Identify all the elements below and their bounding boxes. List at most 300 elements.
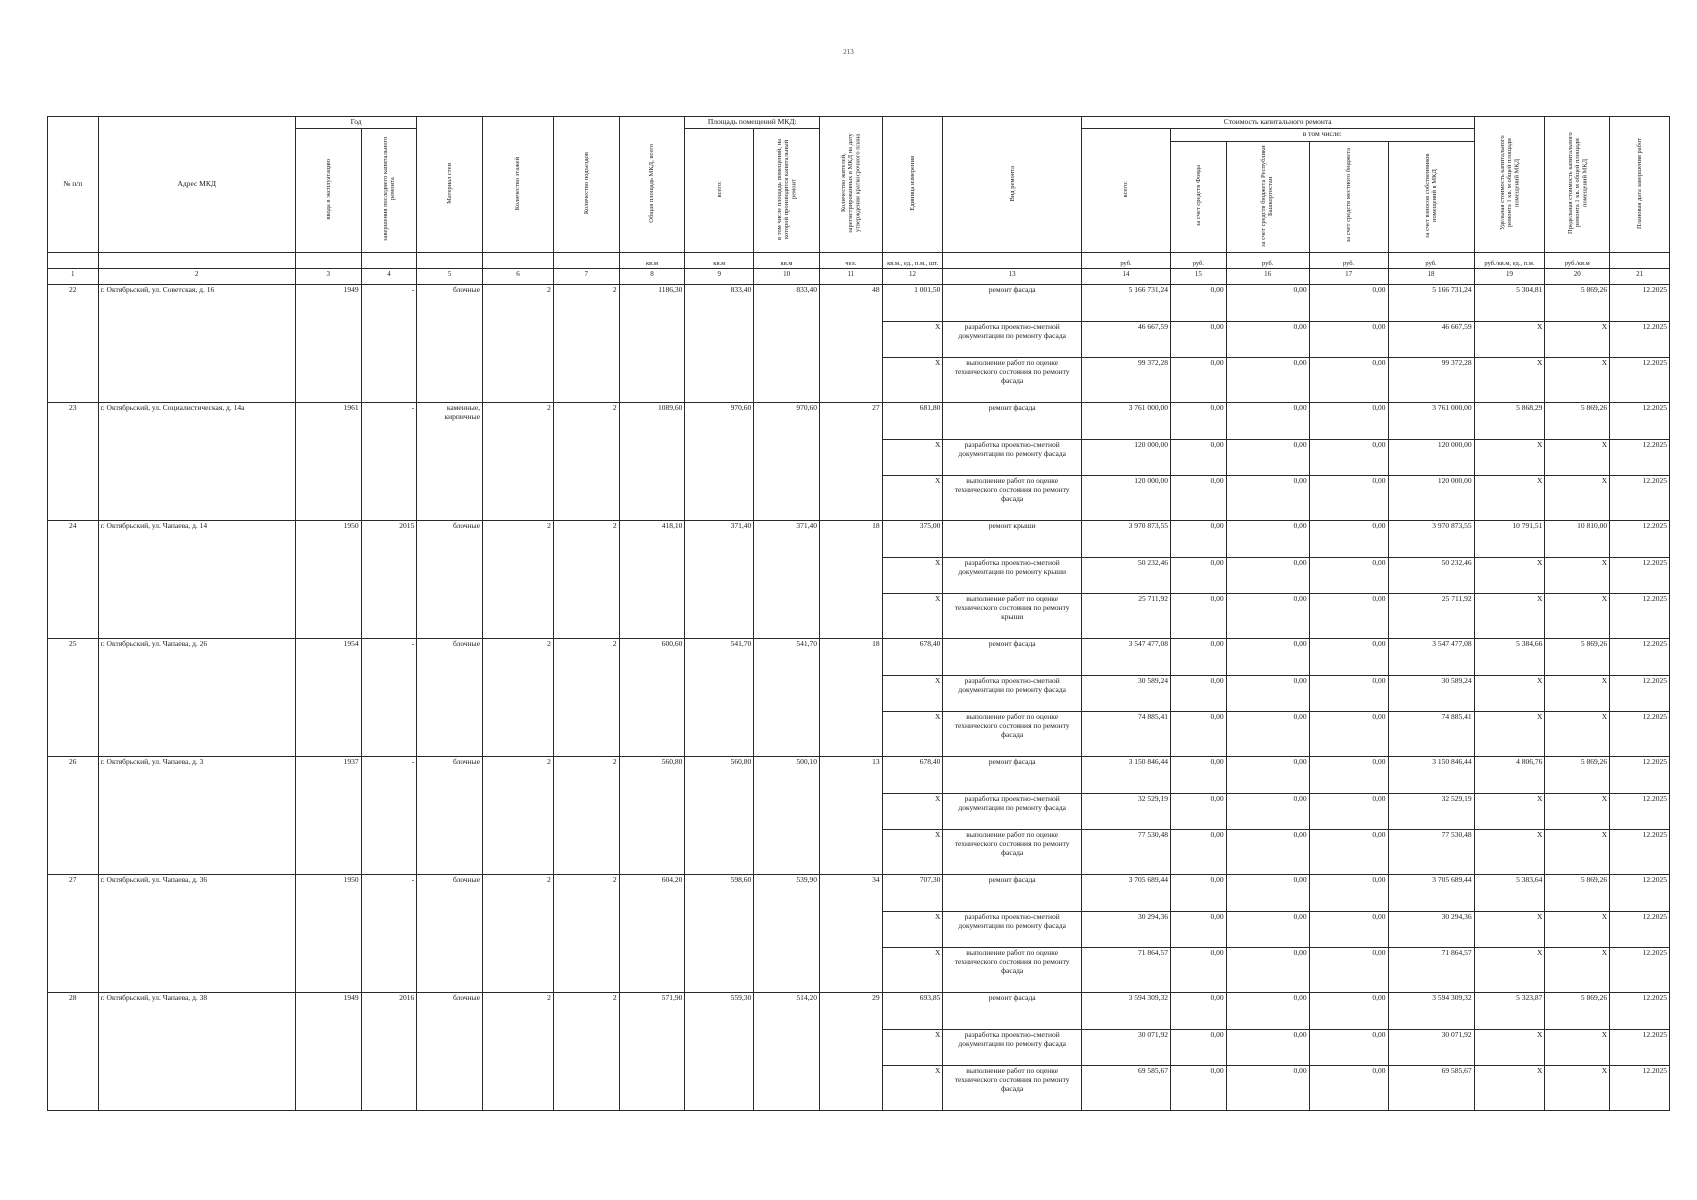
col-num: 3 xyxy=(295,269,361,285)
cost-total-cell: 99 372,28 xyxy=(1081,358,1170,403)
cost-owners-cell: 50 232,46 xyxy=(1388,558,1474,594)
max-cost-cell: 10 810,00 xyxy=(1545,521,1610,558)
work-type-cell: выполнение работ по оценке технического состояния по ремонту фасада xyxy=(943,948,1082,993)
cost-fund-cell: 0,00 xyxy=(1171,993,1227,1030)
unit-cost-cell: X xyxy=(1474,830,1545,875)
cost-local-cell: 0,00 xyxy=(1309,322,1388,358)
repair-area-cell: 833,40 xyxy=(754,285,820,403)
unit-value-cell: X xyxy=(882,594,943,639)
col-num: 8 xyxy=(619,269,685,285)
max-cost-cell: X xyxy=(1545,830,1610,875)
header-row-1 xyxy=(48,117,1670,129)
unit-cell: руб./кв.м xyxy=(1545,253,1610,269)
work-type-cell: ремонт фасада xyxy=(943,285,1082,322)
col-num: 6 xyxy=(483,269,554,285)
unit-cost-cell: X xyxy=(1474,794,1545,830)
header-fund: за счет средств Фонда xyxy=(1171,141,1227,253)
cost-local-cell: 0,00 xyxy=(1309,712,1388,757)
unit-value-cell: 1 001,50 xyxy=(882,285,943,322)
cost-total-cell: 30 071,92 xyxy=(1081,1030,1170,1066)
unit-value-cell: X xyxy=(882,712,943,757)
cost-republic-cell: 0,00 xyxy=(1226,285,1309,322)
cost-local-cell: 0,00 xyxy=(1309,476,1388,521)
cost-local-cell: 0,00 xyxy=(1309,948,1388,993)
cost-republic-cell: 0,00 xyxy=(1226,476,1309,521)
total-area-cell: 560,80 xyxy=(619,757,685,875)
table-row xyxy=(48,403,1670,440)
material-cell: каменные, кирпичные xyxy=(417,403,483,521)
total-area-cell: 571,90 xyxy=(619,993,685,1111)
planned-date-cell: 12.2025 xyxy=(1610,875,1670,912)
work-type-cell: разработка проектно-сметной документации по ремонту фасада xyxy=(943,322,1082,358)
cost-local-cell: 0,00 xyxy=(1309,521,1388,558)
unit-cell: руб. xyxy=(1081,253,1170,269)
col-num: 13 xyxy=(943,269,1082,285)
cost-republic-cell: 0,00 xyxy=(1226,358,1309,403)
unit-cell: руб. xyxy=(1388,253,1474,269)
col-num: 18 xyxy=(1388,269,1474,285)
repair-area-cell: 371,40 xyxy=(754,521,820,639)
cost-total-cell: 3 150 846,44 xyxy=(1081,757,1170,794)
total-area-cell: 1186,30 xyxy=(619,285,685,403)
floors-cell: 2 xyxy=(483,993,554,1111)
max-cost-cell: X xyxy=(1545,1030,1610,1066)
unit-cell: руб. xyxy=(1309,253,1388,269)
unit-value-cell: 681,80 xyxy=(882,403,943,440)
cost-total-cell: 46 667,59 xyxy=(1081,322,1170,358)
cost-republic-cell: 0,00 xyxy=(1226,757,1309,794)
row-number: 27 xyxy=(48,875,99,993)
header-year: Год xyxy=(295,117,416,129)
floors-cell: 2 xyxy=(483,639,554,757)
entrances-cell: 2 xyxy=(553,757,619,875)
planned-date-cell: 12.2025 xyxy=(1610,594,1670,639)
cost-local-cell: 0,00 xyxy=(1309,676,1388,712)
header-year-built: ввода в эксплуатацию xyxy=(295,128,361,253)
planned-date-cell: 12.2025 xyxy=(1610,1066,1670,1111)
cost-local-cell: 0,00 xyxy=(1309,875,1388,912)
unit-value-cell: X xyxy=(882,676,943,712)
header-year-last-repair: завершения последнего капитального ремонта xyxy=(361,128,417,253)
work-type-cell: разработка проектно-сметной документации по ремонту фасада xyxy=(943,440,1082,476)
header-local: за счет средств местного бюджета xyxy=(1309,141,1388,253)
cost-republic-cell: 0,00 xyxy=(1226,875,1309,912)
table-row xyxy=(48,521,1670,558)
work-type-cell: ремонт фасада xyxy=(943,403,1082,440)
cost-owners-cell: 5 166 731,24 xyxy=(1388,285,1474,322)
unit-value-cell: X xyxy=(882,1066,943,1111)
max-cost-cell: X xyxy=(1545,948,1610,993)
residents-cell: 34 xyxy=(819,875,882,993)
max-cost-cell: X xyxy=(1545,594,1610,639)
residents-cell: 18 xyxy=(819,639,882,757)
unit-value-cell: X xyxy=(882,322,943,358)
repair-area-cell: 539,90 xyxy=(754,875,820,993)
cost-fund-cell: 0,00 xyxy=(1171,476,1227,521)
cost-republic-cell: 0,00 xyxy=(1226,403,1309,440)
unit-cost-cell: X xyxy=(1474,912,1545,948)
planned-date-cell: 12.2025 xyxy=(1610,794,1670,830)
planned-date-cell: 12.2025 xyxy=(1610,285,1670,322)
entrances-cell: 2 xyxy=(553,285,619,403)
last-repair-cell: - xyxy=(361,757,417,875)
address-cell: г. Октябрьский, ул. Чапаева, д. 26 xyxy=(98,639,295,757)
table-row xyxy=(48,757,1670,794)
cost-republic-cell: 0,00 xyxy=(1226,1030,1309,1066)
unit-cell: кв.м xyxy=(754,253,820,269)
total-area-cell: 1089,60 xyxy=(619,403,685,521)
cost-total-cell: 120 000,00 xyxy=(1081,476,1170,521)
work-type-cell: выполнение работ по оценке технического состояния по ремонту фасада xyxy=(943,1066,1082,1111)
entrances-cell: 2 xyxy=(553,403,619,521)
last-repair-cell: - xyxy=(361,875,417,993)
header-area-total: всего: xyxy=(685,128,754,253)
cost-republic-cell: 0,00 xyxy=(1226,440,1309,476)
cost-republic-cell: 0,00 xyxy=(1226,712,1309,757)
unit-cost-cell: 5 384,66 xyxy=(1474,639,1545,676)
cost-owners-cell: 30 294,36 xyxy=(1388,912,1474,948)
row-number: 24 xyxy=(48,521,99,639)
cost-total-cell: 3 761 000,00 xyxy=(1081,403,1170,440)
repair-area-cell: 500,10 xyxy=(754,757,820,875)
cost-fund-cell: 0,00 xyxy=(1171,594,1227,639)
planned-date-cell: 12.2025 xyxy=(1610,358,1670,403)
cost-republic-cell: 0,00 xyxy=(1226,558,1309,594)
header-area-residential: в том числе площадь помещений, на которой производится капитальный ремонт xyxy=(754,128,820,253)
cost-owners-cell: 25 711,92 xyxy=(1388,594,1474,639)
row-number: 26 xyxy=(48,757,99,875)
max-cost-cell: X xyxy=(1545,322,1610,358)
unit-cell: руб. xyxy=(1226,253,1309,269)
total-area-cell: 600,60 xyxy=(619,639,685,757)
work-type-cell: выполнение работ по оценке технического состояния по ремонту крыши xyxy=(943,594,1082,639)
entrances-cell: 2 xyxy=(553,521,619,639)
unit-value-cell: 678,40 xyxy=(882,757,943,794)
address-cell: г. Октябрьский, ул. Чапаева, д. 3 xyxy=(98,757,295,875)
max-cost-cell: X xyxy=(1545,476,1610,521)
planned-date-cell: 12.2025 xyxy=(1610,712,1670,757)
material-cell: блочные xyxy=(417,639,483,757)
col-num: 19 xyxy=(1474,269,1545,285)
cost-total-cell: 71 864,57 xyxy=(1081,948,1170,993)
max-cost-cell: 5 869,26 xyxy=(1545,403,1610,440)
unit-value-cell: 707,30 xyxy=(882,875,943,912)
cost-owners-cell: 69 585,67 xyxy=(1388,1066,1474,1111)
cost-owners-cell: 46 667,59 xyxy=(1388,322,1474,358)
floors-cell: 2 xyxy=(483,757,554,875)
max-cost-cell: X xyxy=(1545,912,1610,948)
cost-fund-cell: 0,00 xyxy=(1171,757,1227,794)
cost-fund-cell: 0,00 xyxy=(1171,440,1227,476)
cost-owners-cell: 3 761 000,00 xyxy=(1388,403,1474,440)
planned-date-cell: 12.2025 xyxy=(1610,993,1670,1030)
header-unit: Единица измерения xyxy=(882,117,943,253)
cost-local-cell: 0,00 xyxy=(1309,358,1388,403)
unit-value-cell: X xyxy=(882,794,943,830)
col-num: 7 xyxy=(553,269,619,285)
cost-local-cell: 0,00 xyxy=(1309,440,1388,476)
header-unit-cost: Удельная стоимость капитального ремонта 1 кв. м общей площади помещений МКД xyxy=(1474,117,1545,253)
last-repair-cell: 2016 xyxy=(361,993,417,1111)
cost-total-cell: 25 711,92 xyxy=(1081,594,1170,639)
cost-fund-cell: 0,00 xyxy=(1171,358,1227,403)
cost-owners-cell: 99 372,28 xyxy=(1388,358,1474,403)
header-republic: за счет средств бюджета Республики Башкортостан xyxy=(1226,141,1309,253)
work-type-cell: разработка проектно-сметной документации по ремонту фасада xyxy=(943,1030,1082,1066)
cost-fund-cell: 0,00 xyxy=(1171,639,1227,676)
col-num: 9 xyxy=(685,269,754,285)
cost-total-cell: 30 294,36 xyxy=(1081,912,1170,948)
cost-republic-cell: 0,00 xyxy=(1226,639,1309,676)
max-cost-cell: X xyxy=(1545,794,1610,830)
residents-cell: 13 xyxy=(819,757,882,875)
year-built-cell: 1950 xyxy=(295,521,361,639)
cost-total-cell: 30 589,24 xyxy=(1081,676,1170,712)
col-num: 12 xyxy=(882,269,943,285)
planned-date-cell: 12.2025 xyxy=(1610,322,1670,358)
work-type-cell: ремонт фасада xyxy=(943,757,1082,794)
max-cost-cell: X xyxy=(1545,1066,1610,1111)
cost-total-cell: 3 547 477,08 xyxy=(1081,639,1170,676)
unit-cost-cell: 5 868,29 xyxy=(1474,403,1545,440)
cost-owners-cell: 120 000,00 xyxy=(1388,440,1474,476)
work-type-cell: ремонт фасада xyxy=(943,875,1082,912)
last-repair-cell: 2015 xyxy=(361,521,417,639)
unit-value-cell: X xyxy=(882,948,943,993)
cost-fund-cell: 0,00 xyxy=(1171,875,1227,912)
material-cell: блочные xyxy=(417,285,483,403)
cost-owners-cell: 77 530,48 xyxy=(1388,830,1474,875)
cost-local-cell: 0,00 xyxy=(1309,830,1388,875)
area-cell: 560,80 xyxy=(685,757,754,875)
row-number: 22 xyxy=(48,285,99,403)
material-cell: блочные xyxy=(417,875,483,993)
unit-value-cell: X xyxy=(882,476,943,521)
residents-cell: 18 xyxy=(819,521,882,639)
work-type-cell: выполнение работ по оценке технического состояния по ремонту фасада xyxy=(943,712,1082,757)
residents-cell: 48 xyxy=(819,285,882,403)
area-cell: 598,60 xyxy=(685,875,754,993)
unit-cell: чел. xyxy=(819,253,882,269)
cost-republic-cell: 0,00 xyxy=(1226,322,1309,358)
header-total-area: Общая площадь МКД, всего xyxy=(619,117,685,253)
table-row xyxy=(48,993,1670,1030)
header-area-group: Площадь помещений МКД: xyxy=(685,117,820,129)
work-type-cell: разработка проектно-сметной документации по ремонту фасада xyxy=(943,912,1082,948)
col-num: 16 xyxy=(1226,269,1309,285)
table-row xyxy=(48,285,1670,322)
header-max-cost: Предельная стоимость капитального ремонта 1 кв. м общей площади помещений МКД xyxy=(1545,117,1610,253)
unit-cost-cell: X xyxy=(1474,1030,1545,1066)
unit-cost-cell: X xyxy=(1474,712,1545,757)
cost-fund-cell: 0,00 xyxy=(1171,558,1227,594)
entrances-cell: 2 xyxy=(553,993,619,1111)
col-num: 10 xyxy=(754,269,820,285)
header-num: № п/п xyxy=(48,117,99,253)
cost-fund-cell: 0,00 xyxy=(1171,1066,1227,1111)
planned-date-cell: 12.2025 xyxy=(1610,403,1670,440)
year-built-cell: 1950 xyxy=(295,875,361,993)
col-num: 20 xyxy=(1545,269,1610,285)
unit-cost-cell: 5 383,64 xyxy=(1474,875,1545,912)
floors-cell: 2 xyxy=(483,285,554,403)
unit-cost-cell: X xyxy=(1474,558,1545,594)
units-row xyxy=(48,253,1670,269)
cost-fund-cell: 0,00 xyxy=(1171,948,1227,993)
unit-cost-cell: 4 806,76 xyxy=(1474,757,1545,794)
total-area-cell: 604,20 xyxy=(619,875,685,993)
header-incl: в том числе: xyxy=(1171,128,1475,141)
residents-cell: 29 xyxy=(819,993,882,1111)
cost-republic-cell: 0,00 xyxy=(1226,830,1309,875)
cost-owners-cell: 3 970 873,55 xyxy=(1388,521,1474,558)
unit-value-cell: 693,85 xyxy=(882,993,943,1030)
year-built-cell: 1937 xyxy=(295,757,361,875)
unit-cost-cell: X xyxy=(1474,358,1545,403)
address-cell: г. Октябрьский, ул. Советская, д. 16 xyxy=(98,285,295,403)
unit-value-cell: 375,00 xyxy=(882,521,943,558)
work-type-cell: ремонт крыши xyxy=(943,521,1082,558)
residents-cell: 27 xyxy=(819,403,882,521)
area-cell: 970,60 xyxy=(685,403,754,521)
planned-date-cell: 12.2025 xyxy=(1610,521,1670,558)
cost-total-cell: 3 594 309,32 xyxy=(1081,993,1170,1030)
last-repair-cell: - xyxy=(361,285,417,403)
cost-total-cell: 69 585,67 xyxy=(1081,1066,1170,1111)
col-num: 15 xyxy=(1171,269,1227,285)
cost-fund-cell: 0,00 xyxy=(1171,912,1227,948)
entrances-cell: 2 xyxy=(553,875,619,993)
col-num: 2 xyxy=(98,269,295,285)
work-type-cell: выполнение работ по оценке технического состояния по ремонту фасада xyxy=(943,830,1082,875)
area-cell: 541,70 xyxy=(685,639,754,757)
max-cost-cell: 5 869,26 xyxy=(1545,639,1610,676)
cost-fund-cell: 0,00 xyxy=(1171,794,1227,830)
cost-owners-cell: 74 885,41 xyxy=(1388,712,1474,757)
header-cost-total: всего: xyxy=(1081,128,1170,253)
header-address: Адрес МКД xyxy=(98,117,295,253)
cost-republic-cell: 0,00 xyxy=(1226,676,1309,712)
cost-local-cell: 0,00 xyxy=(1309,403,1388,440)
cost-total-cell: 5 166 731,24 xyxy=(1081,285,1170,322)
cost-owners-cell: 71 864,57 xyxy=(1388,948,1474,993)
unit-value-cell: X xyxy=(882,558,943,594)
cost-local-cell: 0,00 xyxy=(1309,285,1388,322)
cost-republic-cell: 0,00 xyxy=(1226,993,1309,1030)
header-cost-group: Стоимость капитального ремонта xyxy=(1081,117,1474,129)
cost-total-cell: 50 232,46 xyxy=(1081,558,1170,594)
header-residents: Количество жителей, зарегистрированных в МКД на дату утверждения краткосрочного плана xyxy=(819,117,882,253)
area-cell: 833,40 xyxy=(685,285,754,403)
unit-cell: руб. xyxy=(1171,253,1227,269)
cost-local-cell: 0,00 xyxy=(1309,558,1388,594)
work-type-cell: разработка проектно-сметной документации по ремонту фасада xyxy=(943,676,1082,712)
year-built-cell: 1954 xyxy=(295,639,361,757)
cost-fund-cell: 0,00 xyxy=(1171,285,1227,322)
material-cell: блочные xyxy=(417,521,483,639)
unit-cost-cell: X xyxy=(1474,1066,1545,1111)
address-cell: г. Октябрьский, ул. Чапаева, д. 38 xyxy=(98,993,295,1111)
max-cost-cell: X xyxy=(1545,712,1610,757)
cost-local-cell: 0,00 xyxy=(1309,1030,1388,1066)
planned-date-cell: 12.2025 xyxy=(1610,440,1670,476)
material-cell: блочные xyxy=(417,757,483,875)
cost-fund-cell: 0,00 xyxy=(1171,322,1227,358)
unit-value-cell: 678,40 xyxy=(882,639,943,676)
capital-repair-table xyxy=(47,116,1670,1111)
cost-fund-cell: 0,00 xyxy=(1171,403,1227,440)
unit-cell: кв.м xyxy=(685,253,754,269)
max-cost-cell: X xyxy=(1545,358,1610,403)
cost-fund-cell: 0,00 xyxy=(1171,676,1227,712)
planned-date-cell: 12.2025 xyxy=(1610,558,1670,594)
cost-local-cell: 0,00 xyxy=(1309,1066,1388,1111)
area-cell: 371,40 xyxy=(685,521,754,639)
planned-date-cell: 12.2025 xyxy=(1610,830,1670,875)
unit-cost-cell: X xyxy=(1474,476,1545,521)
cost-republic-cell: 0,00 xyxy=(1226,948,1309,993)
col-num: 4 xyxy=(361,269,417,285)
year-built-cell: 1961 xyxy=(295,403,361,521)
cost-republic-cell: 0,00 xyxy=(1226,1066,1309,1111)
row-number: 28 xyxy=(48,993,99,1111)
max-cost-cell: 5 869,26 xyxy=(1545,993,1610,1030)
max-cost-cell: X xyxy=(1545,676,1610,712)
table-row xyxy=(48,875,1670,912)
max-cost-cell: X xyxy=(1545,558,1610,594)
unit-value-cell: X xyxy=(882,912,943,948)
cost-local-cell: 0,00 xyxy=(1309,912,1388,948)
unit-cost-cell: 10 791,51 xyxy=(1474,521,1545,558)
unit-cell: руб./кв.м, ед., п.м. xyxy=(1474,253,1545,269)
cost-republic-cell: 0,00 xyxy=(1226,912,1309,948)
header-planned-date: Плановая дата завершения работ xyxy=(1610,117,1670,253)
header-work-type: Вид ремонта xyxy=(943,117,1082,253)
unit-cell: кв.м., ед., п.м., шт. xyxy=(882,253,943,269)
floors-cell: 2 xyxy=(483,875,554,993)
cost-local-cell: 0,00 xyxy=(1309,639,1388,676)
work-type-cell: разработка проектно-сметной документации по ремонту фасада xyxy=(943,794,1082,830)
entrances-cell: 2 xyxy=(553,639,619,757)
cost-owners-cell: 3 594 309,32 xyxy=(1388,993,1474,1030)
cost-republic-cell: 0,00 xyxy=(1226,521,1309,558)
work-type-cell: разработка проектно-сметной документации по ремонту крыши xyxy=(943,558,1082,594)
year-built-cell: 1949 xyxy=(295,993,361,1111)
address-cell: г. Октябрьский, ул. Чапаева, д. 14 xyxy=(98,521,295,639)
max-cost-cell: 5 869,26 xyxy=(1545,285,1610,322)
planned-date-cell: 12.2025 xyxy=(1610,757,1670,794)
cost-total-cell: 74 885,41 xyxy=(1081,712,1170,757)
cost-owners-cell: 30 589,24 xyxy=(1388,676,1474,712)
unit-cell: кв.м xyxy=(619,253,685,269)
header-floors: Количество этажей xyxy=(483,117,554,253)
floors-cell: 2 xyxy=(483,403,554,521)
planned-date-cell: 12.2025 xyxy=(1610,948,1670,993)
cost-owners-cell: 3 547 477,08 xyxy=(1388,639,1474,676)
col-num: 21 xyxy=(1610,269,1670,285)
cost-local-cell: 0,00 xyxy=(1309,794,1388,830)
material-cell: блочные xyxy=(417,993,483,1111)
cost-owners-cell: 3 705 689,44 xyxy=(1388,875,1474,912)
repair-area-cell: 514,20 xyxy=(754,993,820,1111)
planned-date-cell: 12.2025 xyxy=(1610,676,1670,712)
unit-value-cell: X xyxy=(882,830,943,875)
cost-local-cell: 0,00 xyxy=(1309,993,1388,1030)
planned-date-cell: 12.2025 xyxy=(1610,1030,1670,1066)
unit-cost-cell: 5 304,81 xyxy=(1474,285,1545,322)
col-num: 17 xyxy=(1309,269,1388,285)
cost-fund-cell: 0,00 xyxy=(1171,521,1227,558)
